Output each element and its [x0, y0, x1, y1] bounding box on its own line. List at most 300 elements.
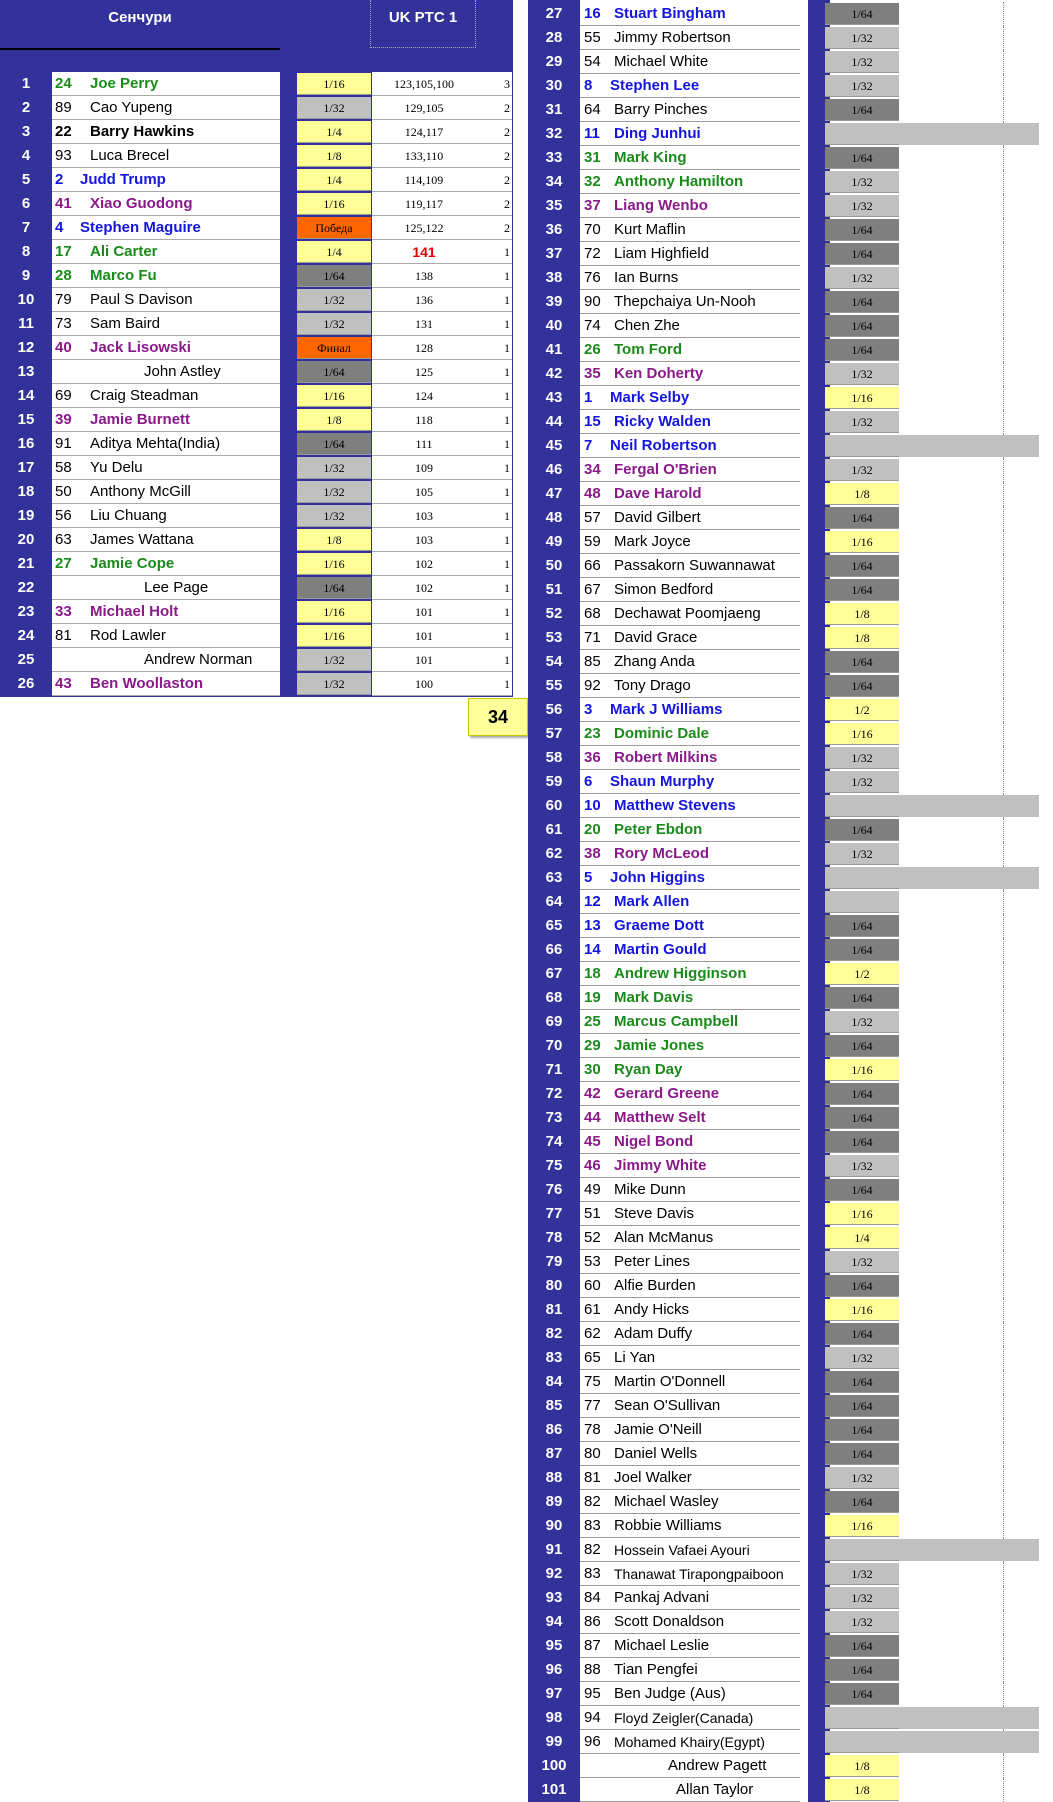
- player-seed: 4: [55, 219, 64, 236]
- table-row: [528, 938, 1053, 962]
- century-scores: 102: [372, 576, 476, 600]
- table-row: [0, 672, 513, 696]
- player-name: Liu Chuang: [90, 507, 167, 524]
- player-name: Michael Wasley: [614, 1493, 719, 1510]
- table-row: [0, 288, 513, 312]
- century-count: 1: [476, 480, 512, 504]
- row-number: 21: [17, 555, 35, 572]
- player-name: Michael White: [614, 53, 709, 70]
- row-number: 56: [545, 701, 563, 718]
- round-badge: 1/8: [825, 603, 899, 625]
- table-row: [528, 26, 1053, 50]
- round-badge: 1/8: [297, 145, 371, 167]
- player-name: David Gilbert: [614, 509, 701, 526]
- player-name: Sean O'Sullivan: [614, 1397, 721, 1414]
- player-name: Joe Perry: [90, 75, 159, 92]
- round-badge: 1/16: [297, 601, 371, 623]
- round-badge: 1/64: [825, 1083, 899, 1105]
- count-cell: [1004, 1034, 1039, 1058]
- player-seed: 18: [584, 965, 601, 982]
- player-seed: 63: [55, 531, 72, 548]
- count-cell: [1004, 842, 1039, 866]
- player-name: Liang Wenbo: [614, 197, 708, 214]
- player-seed: 77: [584, 1397, 601, 1414]
- header-divider: [0, 48, 280, 50]
- table-row: [528, 1322, 1053, 1346]
- player-seed: 16: [584, 5, 601, 22]
- score-cell: [899, 50, 1004, 74]
- count-cell: [1004, 1058, 1039, 1082]
- row-number: 47: [545, 485, 563, 502]
- score-cell: [899, 74, 1004, 98]
- round-badge: 1/32: [825, 1563, 899, 1585]
- table-row: [528, 842, 1053, 866]
- count-cell: [1004, 266, 1039, 290]
- player-seed: 37: [584, 197, 601, 214]
- round-badge: 1/32: [297, 97, 371, 119]
- player-name: Anthony Hamilton: [614, 173, 744, 190]
- player-seed: 91: [55, 435, 72, 452]
- round-badge: [825, 1707, 899, 1729]
- round-badge: 1/64: [825, 987, 899, 1009]
- century-scores: 109: [372, 456, 476, 480]
- count-cell: [1004, 1346, 1039, 1370]
- table-row: [528, 1058, 1053, 1082]
- round-badge: 1/64: [825, 1683, 899, 1705]
- score-cell: [899, 338, 1004, 362]
- table-row: [528, 2, 1053, 26]
- player-seed: 65: [584, 1349, 601, 1366]
- century-scores: 119,117: [372, 192, 476, 216]
- count-cell: [1004, 1586, 1039, 1610]
- player-name: Joel Walker: [614, 1469, 692, 1486]
- player-seed: 58: [55, 459, 72, 476]
- player-name: Ben Woollaston: [90, 675, 204, 692]
- row-number: 24: [17, 627, 35, 644]
- table-row: [528, 1274, 1053, 1298]
- row-number: 68: [545, 989, 563, 1006]
- round-badge: 1/64: [825, 675, 899, 697]
- row-number: 101: [541, 1781, 567, 1798]
- row-number: 58: [545, 749, 563, 766]
- player-name: Mark King: [614, 149, 687, 166]
- row-number: 65: [545, 917, 563, 934]
- table-row: [528, 482, 1053, 506]
- round-badge: [825, 435, 899, 457]
- round-badge: 1/64: [825, 147, 899, 169]
- player-name: Stuart Bingham: [614, 5, 726, 22]
- name-cell: [52, 312, 280, 336]
- row-number: 19: [17, 507, 35, 524]
- player-seed: 13: [584, 917, 601, 934]
- row-number: 53: [545, 629, 563, 646]
- table-row: [528, 650, 1053, 674]
- player-seed: 39: [55, 411, 72, 428]
- row-number: 40: [545, 317, 563, 334]
- score-cell: [899, 650, 1004, 674]
- row-number: 60: [545, 797, 563, 814]
- player-name: Mark Davis: [614, 989, 694, 1006]
- player-seed: 88: [584, 1661, 601, 1678]
- score-cell: [899, 1178, 1004, 1202]
- row-number: 16: [17, 435, 35, 452]
- player-name: Steve Davis: [614, 1205, 695, 1222]
- round-badge: [825, 123, 899, 145]
- count-cell: [1004, 1178, 1039, 1202]
- table-row: [528, 890, 1053, 914]
- round-badge: 1/64: [825, 651, 899, 673]
- row-number: 86: [545, 1421, 563, 1438]
- player-seed: 31: [584, 149, 601, 166]
- player-seed: 17: [55, 243, 72, 260]
- player-name: Peter Lines: [614, 1253, 690, 1270]
- century-count: 1: [476, 408, 512, 432]
- century-count: 2: [476, 144, 512, 168]
- table-row: [528, 434, 1053, 458]
- player-seed: 81: [584, 1469, 601, 1486]
- century-count: 1: [476, 264, 512, 288]
- count-cell: [1004, 746, 1039, 770]
- player-name: Andrew Higginson: [614, 965, 747, 982]
- row-number: 76: [545, 1181, 563, 1198]
- score-cell: [899, 1154, 1004, 1178]
- table-row: [528, 1010, 1053, 1034]
- table-row: [528, 1106, 1053, 1130]
- row-number: 73: [545, 1109, 563, 1126]
- player-name: Matthew Selt: [614, 1109, 706, 1126]
- player-seed: 69: [55, 387, 72, 404]
- row-number: 25: [17, 651, 35, 668]
- player-name: Scott Donaldson: [614, 1613, 725, 1630]
- player-name: Jamie O'Neill: [614, 1421, 702, 1438]
- round-badge: 1/16: [297, 73, 371, 95]
- player-seed: 30: [584, 1061, 601, 1078]
- player-seed: 80: [584, 1445, 601, 1462]
- round-badge: 1/32: [825, 1587, 899, 1609]
- row-number: 43: [545, 389, 563, 406]
- table-row: [528, 1490, 1053, 1514]
- table-row: [528, 674, 1053, 698]
- round-badge: Победа: [297, 217, 371, 239]
- century-scores: 103: [372, 504, 476, 528]
- player-seed: 5: [584, 869, 593, 886]
- player-seed: 1: [584, 389, 593, 406]
- table-row: [0, 408, 513, 432]
- row-number: 1: [21, 75, 31, 92]
- count-cell: [1004, 506, 1039, 530]
- round-badge: 1/2: [825, 963, 899, 985]
- round-badge: 1/32: [825, 75, 899, 97]
- table-row: [0, 72, 513, 96]
- score-cell: [899, 1106, 1004, 1130]
- player-name: Kurt Maflin: [614, 221, 686, 238]
- round-badge: 1/64: [825, 1275, 899, 1297]
- player-seed: 64: [584, 101, 601, 118]
- row-number: 84: [545, 1373, 563, 1390]
- player-name: James Wattana: [90, 531, 194, 548]
- count-cell: [1004, 1754, 1039, 1778]
- score-cell: [899, 1778, 1004, 1802]
- player-name: Graeme Dott: [614, 917, 705, 934]
- score-cell: [899, 602, 1004, 626]
- round-badge: 1/32: [297, 457, 371, 479]
- table-row: [528, 626, 1053, 650]
- row-number: 42: [545, 365, 563, 382]
- table-row: [528, 1514, 1053, 1538]
- score-cell: [899, 554, 1004, 578]
- row-number: 15: [17, 411, 35, 428]
- player-name: Tian Pengfei: [614, 1661, 698, 1678]
- century-count: 1: [476, 336, 512, 360]
- round-badge: 1/32: [825, 195, 899, 217]
- count-cell: [1004, 290, 1039, 314]
- count-cell: [1004, 722, 1039, 746]
- count-cell: [1004, 554, 1039, 578]
- player-name: Xiao Guodong: [90, 195, 193, 212]
- row-number: 14: [17, 387, 35, 404]
- century-count: 1: [476, 456, 512, 480]
- table-row: [528, 746, 1053, 770]
- round-badge: 1/8: [825, 627, 899, 649]
- round-badge: 1/64: [297, 361, 371, 383]
- row-number: 49: [545, 533, 563, 550]
- table-row: [528, 506, 1053, 530]
- player-seed: 8: [584, 77, 593, 94]
- century-scores: 101: [372, 624, 476, 648]
- player-name: Ian Burns: [614, 269, 679, 286]
- row-number: 50: [545, 557, 563, 574]
- row-number: 81: [545, 1301, 563, 1318]
- count-cell: [1004, 1490, 1039, 1514]
- row-number: 91: [545, 1541, 563, 1558]
- century-count: 1: [476, 528, 512, 552]
- row-number: 29: [545, 53, 563, 70]
- century-count: 1: [476, 432, 512, 456]
- player-name: Mark Selby: [610, 389, 690, 406]
- table-row: [0, 312, 513, 336]
- player-seed: 61: [584, 1301, 601, 1318]
- name-cell: [52, 456, 280, 480]
- century-count: 2: [476, 120, 512, 144]
- row-number: 7: [21, 219, 31, 236]
- round-badge: 1/64: [825, 1371, 899, 1393]
- player-seed: 38: [584, 845, 601, 862]
- row-number: 37: [545, 245, 563, 262]
- century-count: 1: [476, 624, 512, 648]
- round-badge: [825, 891, 899, 913]
- century-scores: 102: [372, 552, 476, 576]
- count-cell: [1004, 1418, 1039, 1442]
- count-cell: [1004, 386, 1039, 410]
- count-cell: [1004, 362, 1039, 386]
- row-number: 87: [545, 1445, 563, 1462]
- player-seed: 82: [584, 1493, 601, 1510]
- score-cell: [899, 506, 1004, 530]
- row-number: 97: [545, 1685, 563, 1702]
- table-row: [528, 1178, 1053, 1202]
- round-badge: 1/8: [825, 1755, 899, 1777]
- row-number: 90: [545, 1517, 563, 1534]
- score-cell: [899, 1322, 1004, 1346]
- table-row: [0, 432, 513, 456]
- table-row: [528, 914, 1053, 938]
- player-seed: 60: [584, 1277, 601, 1294]
- round-badge: 1/64: [825, 579, 899, 601]
- table-row: [528, 362, 1053, 386]
- player-name: Ricky Walden: [614, 413, 711, 430]
- century-scores: 124: [372, 384, 476, 408]
- row-number: 26: [17, 675, 35, 692]
- player-name: Marcus Campbell: [614, 1013, 739, 1030]
- left-panel: [0, 0, 513, 697]
- count-cell: [1004, 1130, 1039, 1154]
- score-cell: [899, 1058, 1004, 1082]
- player-name: Chen Zhe: [614, 317, 680, 334]
- table-row: [528, 1226, 1053, 1250]
- round-badge: 1/64: [825, 507, 899, 529]
- score-cell: [899, 578, 1004, 602]
- row-number: 64: [545, 893, 563, 910]
- table-row: [0, 384, 513, 408]
- player-name: Ben Judge (Aus): [614, 1685, 726, 1702]
- player-name: Peter Ebdon: [614, 821, 703, 838]
- score-cell: [899, 1490, 1004, 1514]
- table-row: [528, 602, 1053, 626]
- century-scores: 125: [372, 360, 476, 384]
- count-cell: [1004, 1778, 1039, 1802]
- century-scores: 101: [372, 648, 476, 672]
- player-seed: 67: [584, 581, 601, 598]
- table-row: [528, 1754, 1053, 1778]
- table-row: [0, 576, 513, 600]
- player-name: Judd Trump: [80, 171, 166, 188]
- century-count: 1: [476, 312, 512, 336]
- score-cell: [899, 362, 1004, 386]
- table-row: [528, 1586, 1053, 1610]
- century-count: 1: [476, 504, 512, 528]
- player-seed: 15: [584, 413, 601, 430]
- round-badge: 1/64: [825, 1635, 899, 1657]
- round-badge: 1/8: [297, 529, 371, 551]
- round-badge: 1/16: [825, 1059, 899, 1081]
- player-name: Neil Robertson: [610, 437, 717, 454]
- table-row: [528, 1730, 1053, 1754]
- round-badge: 1/64: [825, 1179, 899, 1201]
- player-name: John Higgins: [610, 869, 705, 886]
- name-cell: [52, 72, 280, 96]
- round-badge: 1/32: [825, 1155, 899, 1177]
- player-name: Alfie Burden: [614, 1277, 696, 1294]
- round-badge: 1/2: [825, 699, 899, 721]
- century-scores: 131: [372, 312, 476, 336]
- table-row: [528, 986, 1053, 1010]
- round-badge: 1/32: [825, 843, 899, 865]
- row-number: 99: [545, 1733, 563, 1750]
- player-name: Shaun Murphy: [610, 773, 715, 790]
- player-seed: 89: [55, 99, 72, 116]
- score-cell: [899, 698, 1004, 722]
- table-row: [528, 242, 1053, 266]
- table-row: [0, 168, 513, 192]
- century-scores: 129,105: [372, 96, 476, 120]
- table-row: [528, 1658, 1053, 1682]
- player-name: Daniel Wells: [614, 1445, 698, 1462]
- table-row: [0, 192, 513, 216]
- score-cell: [899, 1010, 1004, 1034]
- score-cell: [899, 1634, 1004, 1658]
- table-row: [528, 1082, 1053, 1106]
- table-row: [528, 1202, 1053, 1226]
- count-cell: [1004, 818, 1039, 842]
- score-cell: [899, 1226, 1004, 1250]
- player-seed: 23: [584, 725, 601, 742]
- count-cell: [1004, 1682, 1039, 1706]
- score-cell: [899, 386, 1004, 410]
- player-seed: 79: [55, 291, 72, 308]
- player-name: Barry Pinches: [614, 101, 708, 118]
- table-row: [528, 314, 1053, 338]
- player-name: Simon Bedford: [614, 581, 714, 598]
- table-row: [0, 240, 513, 264]
- player-name: Zhang Anda: [614, 653, 695, 670]
- table-row: [0, 120, 513, 144]
- row-number: 30: [545, 77, 563, 94]
- score-cell: [899, 1586, 1004, 1610]
- right-panel: [528, 0, 1053, 1802]
- count-cell: [1004, 938, 1039, 962]
- century-count: 1: [476, 576, 512, 600]
- score-cell: [899, 98, 1004, 122]
- player-name: Stephen Maguire: [80, 219, 201, 236]
- round-badge: 1/64: [825, 315, 899, 337]
- player-seed: 70: [584, 221, 601, 238]
- round-badge: 1/16: [825, 723, 899, 745]
- score-cell: [899, 1442, 1004, 1466]
- player-name: Jamie Jones: [614, 1037, 705, 1054]
- round-badge: 1/64: [825, 99, 899, 121]
- player-seed: 83: [584, 1565, 601, 1582]
- round-badge: 1/16: [297, 625, 371, 647]
- player-name: Mark Allen: [614, 893, 690, 910]
- round-badge: 1/32: [825, 1011, 899, 1033]
- table-row: [528, 794, 1053, 818]
- century-count: 2: [476, 216, 512, 240]
- count-cell: [1004, 1106, 1039, 1130]
- round-badge: 1/32: [825, 1347, 899, 1369]
- player-seed: 87: [584, 1637, 601, 1654]
- score-cell: [899, 1250, 1004, 1274]
- player-seed: 49: [584, 1181, 601, 1198]
- count-cell: [1004, 1250, 1039, 1274]
- row-number: 52: [545, 605, 563, 622]
- row-number: 36: [545, 221, 563, 238]
- player-seed: 40: [55, 339, 72, 356]
- row-number: 80: [545, 1277, 563, 1294]
- count-cell: [1004, 698, 1039, 722]
- table-row: [0, 360, 513, 384]
- player-seed: 7: [584, 437, 593, 454]
- row-number: 77: [545, 1205, 563, 1222]
- player-name: Dominic Dale: [614, 725, 710, 742]
- count-cell: [1004, 1154, 1039, 1178]
- count-cell: [1004, 962, 1039, 986]
- score-cell: [899, 218, 1004, 242]
- player-name: Paul S Davison: [90, 291, 193, 308]
- table-row: [0, 552, 513, 576]
- player-seed: 96: [584, 1733, 601, 1750]
- century-scores: 125,122: [372, 216, 476, 240]
- round-badge: 1/64: [825, 1491, 899, 1513]
